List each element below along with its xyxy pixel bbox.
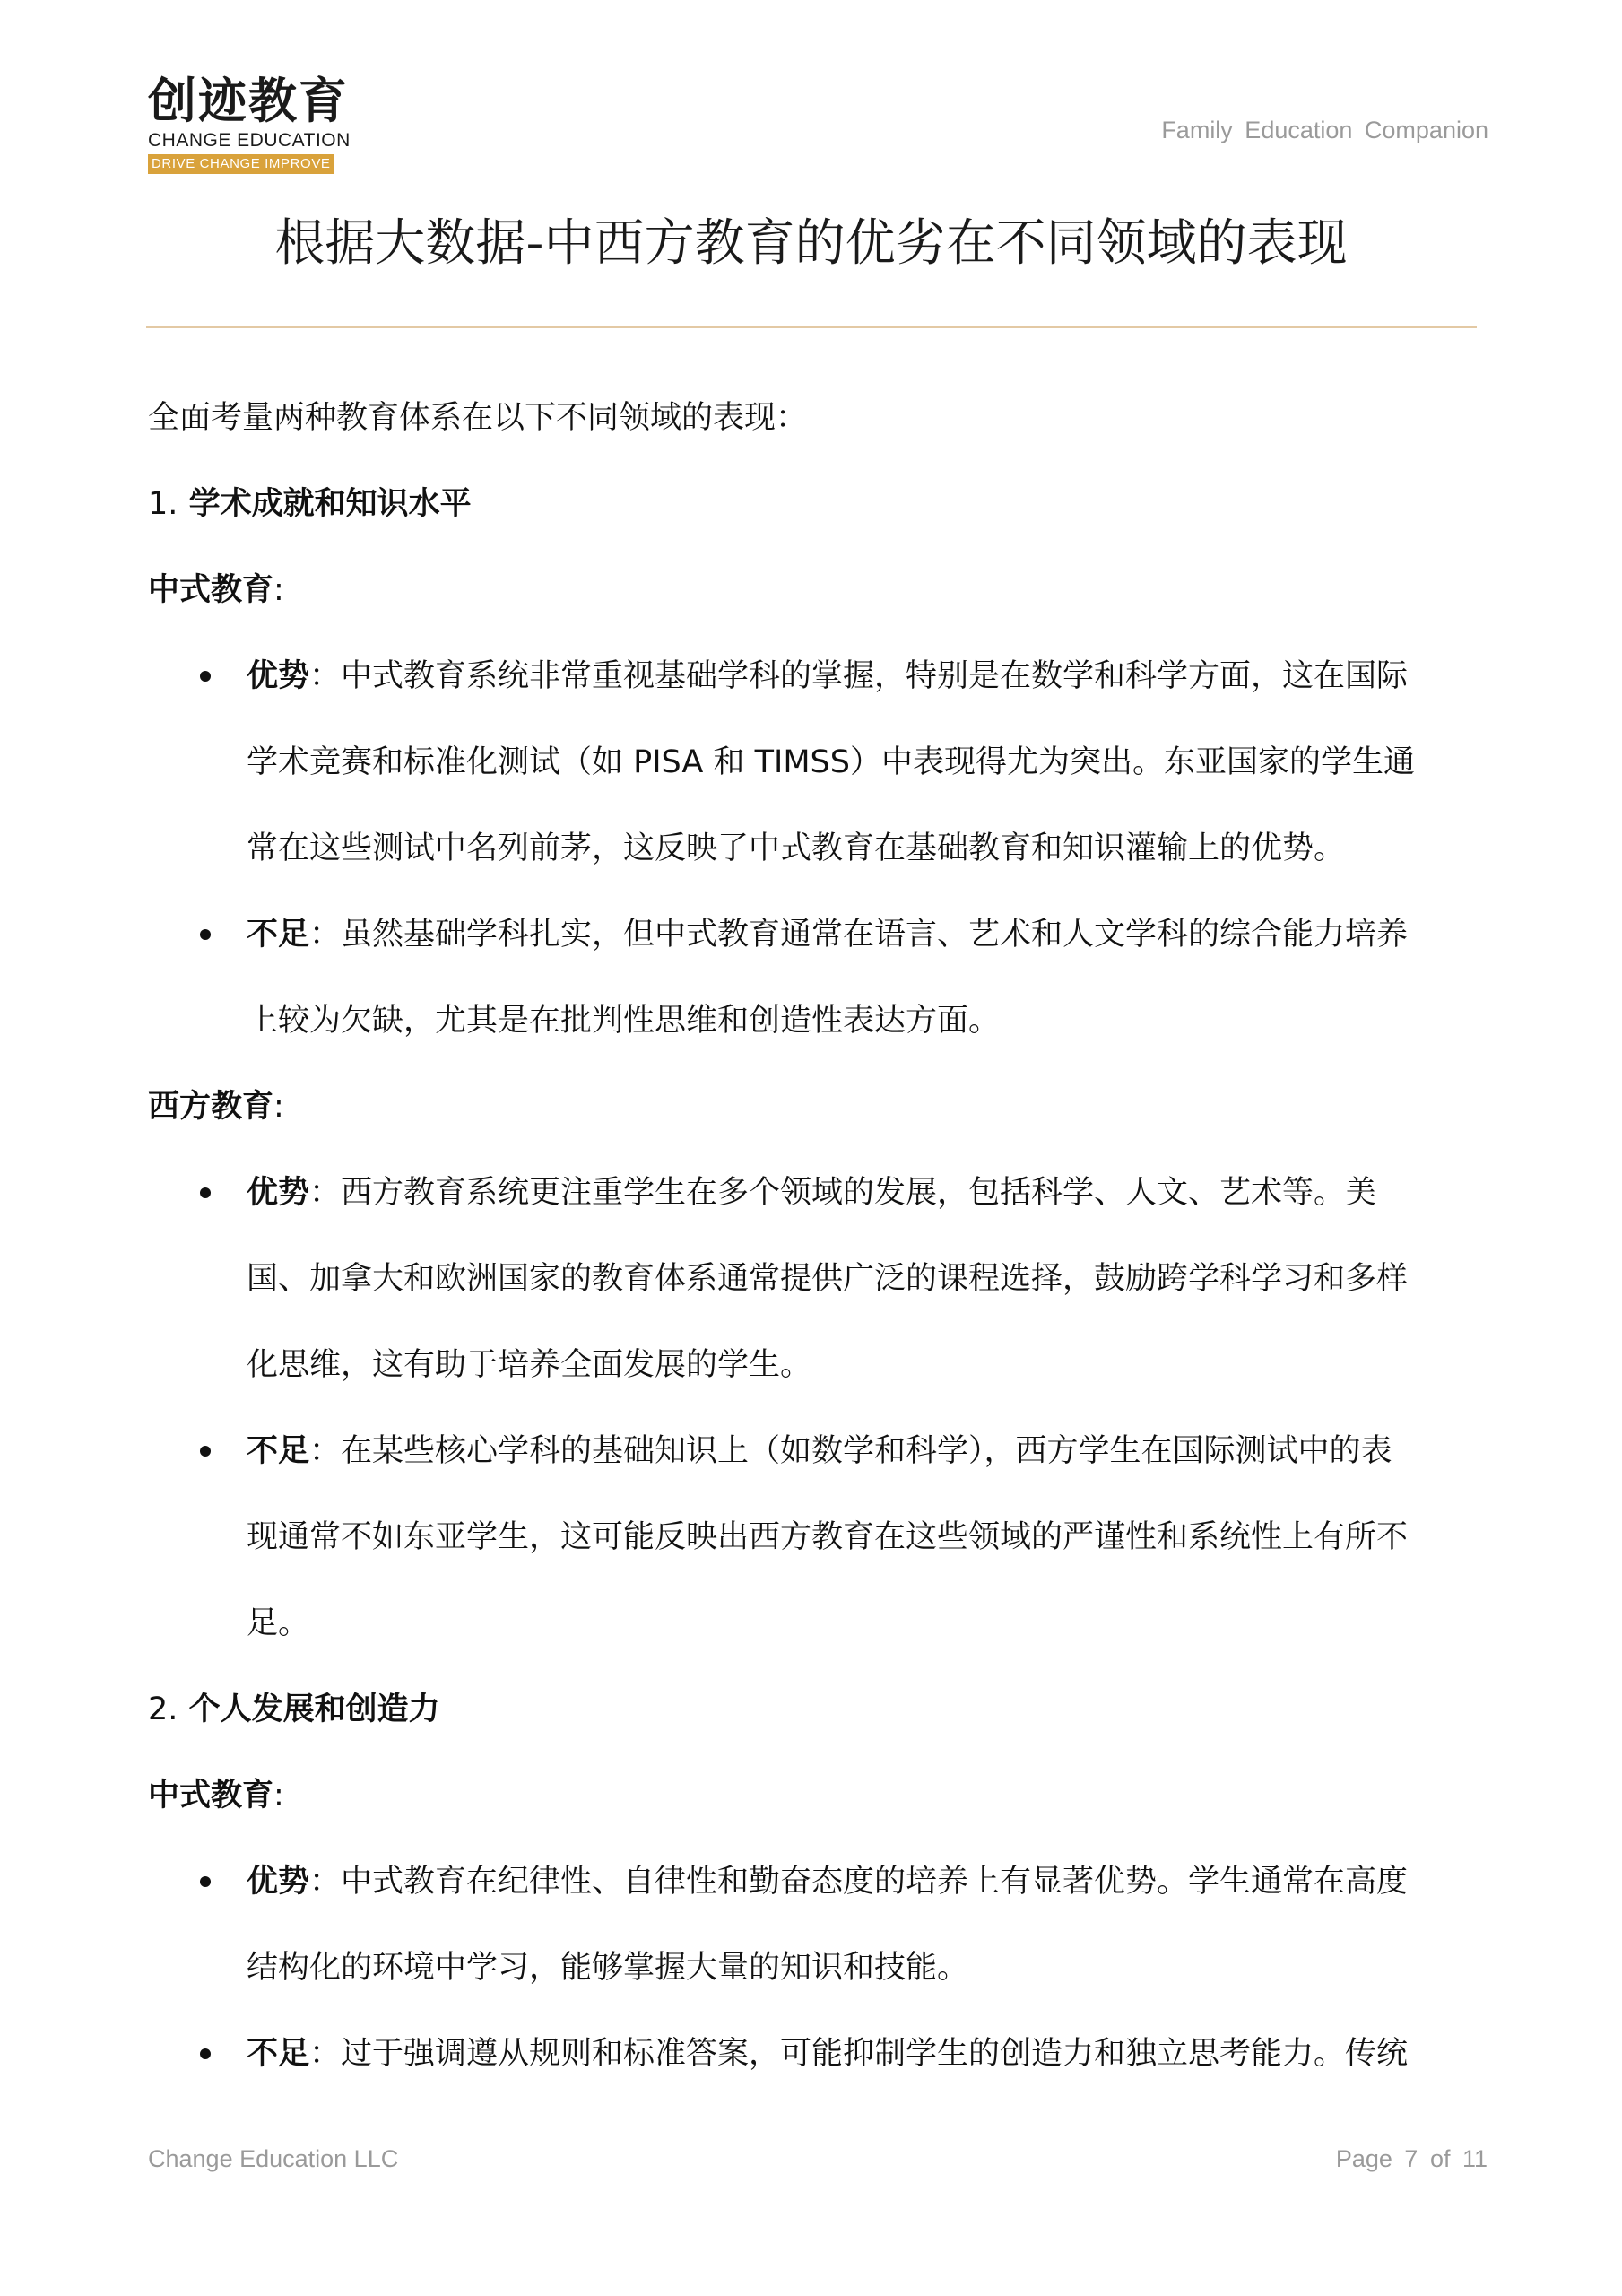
bullet-line [247,891,1484,978]
bullet-dot [200,2048,211,2059]
label-text: 中式教育 [148,572,274,608]
bullet-line [247,1839,1484,1925]
label-colon: : [273,1778,284,1813]
company-logo [148,72,363,174]
section-heading [148,1666,1484,1752]
bullet-dot [200,1876,211,1887]
header-right-text: Family Education Companion [1161,117,1488,144]
bullet-line [247,633,1484,719]
bullet-line: 学术竞赛和标准化测试（如 PISA 和 TIMSS）中表现得尤为突出。东亚国家的学生通 [247,744,1415,780]
bullet-text: ：虽然基础学科扎实，但中式教育通常在语言、艺术和人文学科的综合能力培养 [309,917,1409,952]
bullet-dot [200,929,211,940]
logo-chinese-text: 创迹教育 [148,72,349,129]
intro-paragraph: 全面考量两种教育体系在以下不同领域的表现： [148,400,808,436]
bullet-line: 化思维，这有助于培养全面发展的学生。 [247,1347,812,1383]
section-number: 1. [148,486,178,522]
label-text: 西方教育 [148,1089,274,1125]
footer-page-number: Page 7 of 11 [1335,2145,1488,2172]
bullet-line: 常在这些测试中名列前茅，这反映了中式教育在基础教育和知识灌输上的优势。 [247,831,1346,866]
chinese-education-label [148,547,1484,633]
bullet-text: ：中式教育系统非常重视基础学科的掌握，特别是在数学和科学方面，这在国际 [309,658,1409,694]
bullet-text: ：在某些核心学科的基础知识上（如数学和科学），西方学生在国际测试中的表 [309,1433,1392,1469]
logo-english-text: CHANGE EDUCATION [148,130,351,151]
section-number: 2. [148,1692,178,1727]
title-divider [146,326,1477,328]
bullet-dot [200,671,211,682]
bullet-text: ：西方教育系统更注重学生在多个领域的发展，包括科学、人文、艺术等。美 [309,1175,1377,1211]
bullet-line: 现通常不如东亚学生，这可能反映出西方教育在这些领域的严谨性和系统性上有所不 [247,1519,1409,1555]
bullet-label: 优势 [247,1864,310,1900]
bullet-line: 足。 [247,1605,310,1641]
bullet-label: 不足 [247,1433,310,1469]
bullet-line [247,1408,1484,1494]
bullet-item [148,1150,1484,1408]
bullet-line [247,1150,1484,1236]
western-education-label [148,1064,1484,1150]
bullet-item [148,633,1484,891]
label-text: 中式教育 [148,1778,274,1813]
bullet-item [148,1408,1484,1666]
bullet-line: 国、加拿大和欧洲国家的教育体系通常提供广泛的课程选择，鼓励跨学科学习和多样 [247,1261,1409,1297]
footer-company: Change Education LLC [148,2145,399,2172]
bullet-text: ：过于强调遵从规则和标准答案，可能抑制学生的创造力和独立思考能力。传统 [309,2036,1409,2072]
bullet-label: 优势 [247,1175,310,1211]
section-heading [148,461,1484,547]
bullet-label: 不足 [247,917,310,952]
label-colon: : [273,572,284,608]
document-body [148,375,1484,2097]
label-colon: : [273,1089,284,1125]
logo-tagline: DRIVE CHANGE IMPROVE [148,154,334,174]
bullet-label: 不足 [247,2036,310,2072]
bullet-item [148,1839,1484,2011]
page-title: 根据大数据-中西方教育的优劣在不同领域的表现 [274,214,1348,273]
bullet-item [148,2011,1484,2097]
bullet-item [148,891,1484,1064]
section-title: 学术成就和知识水平 [188,486,472,522]
chinese-education-label [148,1752,1484,1839]
bullet-label: 优势 [247,658,310,694]
section-title: 个人发展和创造力 [188,1692,440,1727]
page-header [148,72,1488,179]
bullet-dot [200,1446,211,1457]
bullet-line [247,2011,1484,2097]
bullet-text: ：中式教育在纪律性、自律性和勤奋态度的培养上有显著优势。学生通常在高度 [309,1864,1409,1900]
bullet-line: 上较为欠缺，尤其是在批判性思维和创造性表达方面。 [247,1003,1001,1039]
bullet-dot [200,1187,211,1198]
bullet-line: 结构化的环境中学习，能够掌握大量的知识和技能。 [247,1950,969,1986]
